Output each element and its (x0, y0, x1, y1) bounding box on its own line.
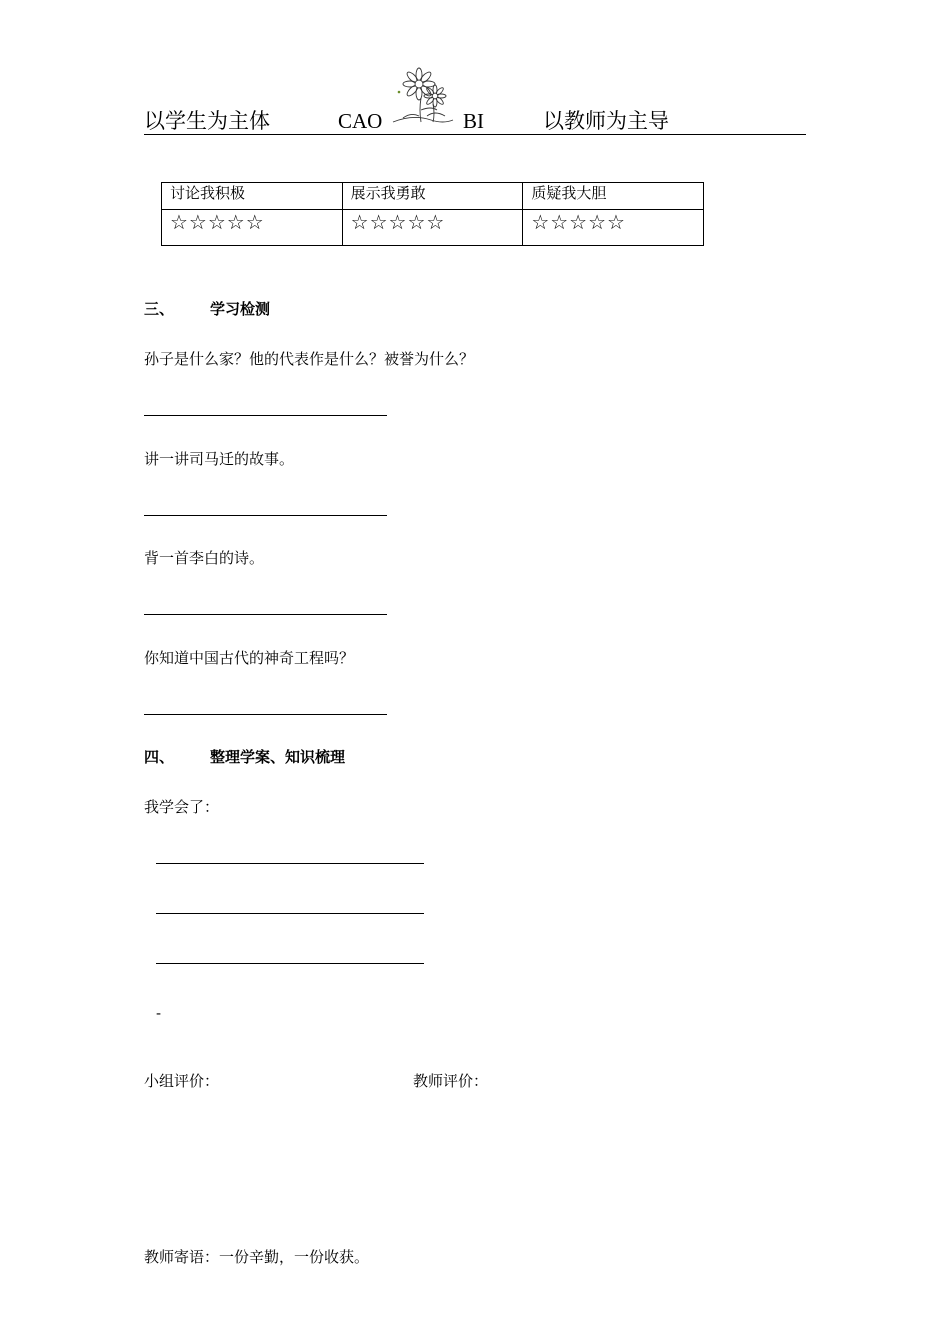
star-rating-discussion[interactable]: ☆☆☆☆☆ (162, 210, 343, 246)
daisy-flower-icon (391, 66, 455, 128)
section4-heading (144, 747, 345, 767)
section3-title: 学习检测 (210, 300, 271, 318)
section3-number: 三、 (144, 300, 175, 318)
section3-heading (144, 299, 270, 319)
question-3: 背一首李白的诗。 (144, 549, 265, 567)
learned-label: 我学会了： (144, 798, 220, 816)
question-4: 你知道中国古代的神奇工程吗？ (144, 649, 355, 667)
teacher-message: 教师寄语：一份辛勤，一份收获。 (144, 1248, 370, 1266)
header-rule (144, 134, 806, 135)
header-word-bi: BI (463, 109, 484, 133)
section4-title: 整理学案、知识梳理 (210, 748, 346, 766)
header-right-motto: 以教师为主导 (543, 109, 669, 133)
learned-line-3[interactable] (156, 963, 424, 964)
star-rating-presentation[interactable]: ☆☆☆☆☆ (342, 210, 523, 246)
header-left-motto: 以学生为主体 (144, 109, 270, 133)
rating-table (161, 182, 704, 246)
rating-stars-row (162, 210, 704, 246)
answer-line-1[interactable] (144, 415, 387, 416)
learned-line-1[interactable] (156, 863, 424, 864)
answer-line-2[interactable] (144, 515, 387, 516)
list-dash: - (156, 1004, 162, 1022)
teacher-evaluation-label: 教师评价： (413, 1072, 489, 1090)
question-1: 孙子是什么家？他的代表作是什么？被誉为什么？ (144, 350, 475, 368)
section4-number: 四、 (144, 748, 175, 766)
question-2: 讲一讲司马迁的故事。 (144, 450, 295, 468)
answer-line-4[interactable] (144, 714, 387, 715)
rating-col-presentation: 展示我勇敢 (342, 183, 523, 210)
rating-header-row (162, 183, 704, 210)
answer-line-3[interactable] (144, 614, 387, 615)
header-word-cao: CAO (338, 109, 383, 133)
rating-col-discussion: 讨论我积极 (162, 183, 343, 210)
learned-line-2[interactable] (156, 913, 424, 914)
group-evaluation-label: 小组评价： (144, 1072, 220, 1090)
star-rating-questioning[interactable]: ☆☆☆☆☆ (523, 210, 704, 246)
rating-col-questioning: 质疑我大胆 (523, 183, 704, 210)
